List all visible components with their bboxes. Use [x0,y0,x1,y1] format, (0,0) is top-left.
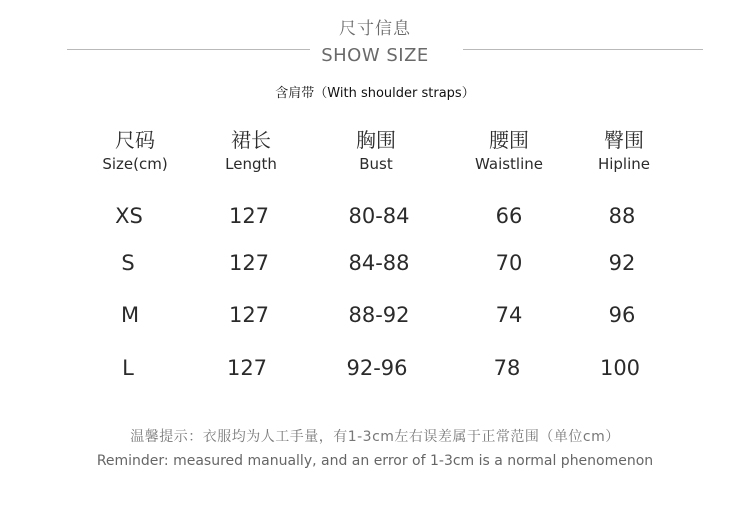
table-cell-size: M [120,303,140,327]
table-cell-length: 127 [228,251,270,275]
table-cell-waistline: 78 [493,356,521,380]
header-hipline-en: Hipline [597,155,651,173]
table-cell-waistline: 70 [495,251,523,275]
header-size-en: Size(cm) [102,155,168,173]
header-length-en: Length [225,155,277,173]
table-cell-bust: 80-84 [348,204,410,228]
table-cell-length: 127 [228,303,270,327]
table-cell-hipline: 100 [599,356,641,380]
table-cell-hipline: 96 [608,303,636,327]
header-bust-en: Bust [359,155,393,173]
table-cell-bust: 84-88 [348,251,410,275]
title-chinese: 尺寸信息 [339,19,411,39]
reminder-note-english: Reminder: measured manually, and an error of 1-3cm is a normal phenomenon [96,453,654,469]
table-cell-waistline: 66 [495,204,523,228]
table-cell-length: 127 [226,356,268,380]
divider-right [463,49,703,50]
reminder-note-chinese: 温馨提示：衣服均为人工手量，有1-3cm左右误差属于正常范围（单位cm） [130,429,620,445]
header-bust-cn: 胸围 [356,128,396,152]
header-size-cn: 尺码 [115,128,155,152]
table-cell-hipline: 88 [608,204,636,228]
header-waistline-en: Waistline [475,155,543,173]
table-cell-length: 127 [228,204,270,228]
table-cell-size: S [121,251,135,275]
table-cell-size: XS [115,204,143,228]
subtitle: 含肩带（With shoulder straps） [275,86,475,101]
table-cell-bust: 88-92 [348,303,410,327]
header-length-cn: 裙长 [231,128,271,152]
title-english: SHOW SIZE [321,45,429,66]
table-cell-bust: 92-96 [346,356,408,380]
header-hipline-cn: 臀围 [604,128,644,152]
table-cell-size: L [122,356,134,380]
table-cell-hipline: 92 [608,251,636,275]
table-cell-waistline: 74 [495,303,523,327]
header-waistline-cn: 腰围 [489,128,529,152]
